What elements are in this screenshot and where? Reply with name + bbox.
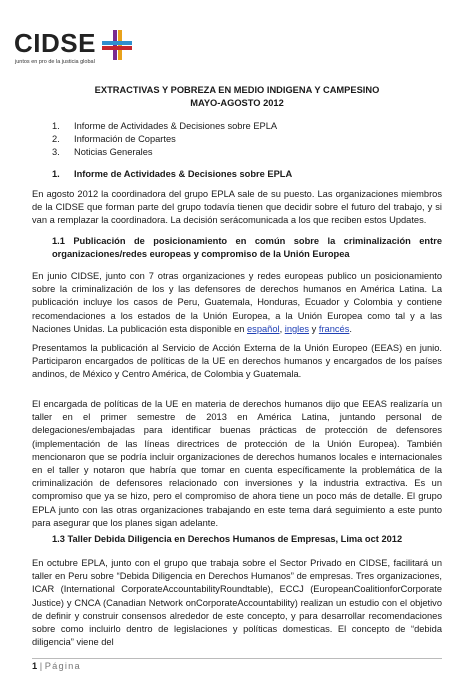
toc-number: 2.	[52, 134, 60, 144]
subsection-heading-1-1: 1.1 Publicación de posicionamiento en común sobre la criminalización entre organizaciones/redes europeas y compromiso de la Unión Europea	[52, 236, 442, 260]
page-number: 1	[32, 661, 38, 671]
toc-number: 1.	[52, 121, 60, 131]
link-conjunction: y	[309, 323, 319, 334]
subsection-heading-1-3: 1.3 Taller Debida Diligencia en Derechos Humanos de Empresas, Lima oct 2012	[52, 534, 403, 544]
logo-cross-mark	[102, 30, 132, 60]
document-subtitle: MAYO-AGOSTO 2012	[190, 98, 284, 108]
paragraph-due-diligence: En octubre EPLA, junto con el grupo que trabaja sobre el Sector Privado en CIDSE, facilitará un taller en Peru sobre “Debida Diligencia en Derechos Humanos” de empresas. Tres organizaciones, ICAR (International CorporateAccountabilityRoundtable), ECCJ (EuropeanCoalitionforCorporate Justice) y CNCA (Canadian Network onCorporateAccountability) realizan un estudio con el objetivo de definir y construir consensos alrededor de este concepto, y para desarrollar recomendaciones sobre como incluirlo dentro de legislaciones y políticas domesticas. El concepto de “debida diligencia” viene del	[32, 558, 442, 648]
link-english[interactable]: ingles	[284, 323, 310, 334]
toc-label: Información de Copartes	[74, 134, 176, 144]
paragraph-eeas-workshop: El encargada de políticas de la UE en materia de derechos humanos dijo que EEAS realizaría un taller en el primer semestre de 2013 en América Latina, juntando personal de delegaciones/embajadas para identificar buenas prácticas de protección de defensores (implementación de las líneas directrices de protección de la Unión Europea). También mencionaron que se podría incluir organizaciones de derechos humanos locales e internacionales en el taller y notaron que habría que tomar en cuenta específicamente la problemática de la criminalización de defensores relacionado con inversiones y la industria extractiva. Es un compromiso que ya se hizo, pero el compromiso de ahora tiene un poco más de detalle. El grupo EPLA junto con las otras organizaciones trabajando en este tema dará seguimiento a este punto para asegurar que los planes sigan adelante.	[32, 399, 442, 528]
section-number: 1.	[52, 169, 60, 179]
page-footer	[32, 658, 442, 671]
toc-label: Informe de Actividades & Decisiones sobre EPLA	[74, 121, 278, 131]
toc-number: 3.	[52, 147, 60, 157]
footer-separator: |	[37, 661, 45, 671]
link-separator: ,	[279, 323, 285, 334]
paragraph-presentation: Presentamos la publicación al Servicio de Acción Externa de la Unión Europeo (EEAS) en junio. Participaron encargados de políticas de la UE en derechos humanos y encargados de los países andinos, de México y Centro América, de Colombia y Guatemala.	[32, 343, 442, 380]
link-french[interactable]: francés	[318, 323, 350, 334]
sentence-end: .	[349, 323, 352, 334]
paragraph-publication	[32, 270, 442, 336]
publication-text: En junio CIDSE, junto con 7 otras organizaciones y redes europeas publico un posicionamiento sobre la criminalización de los y las defensores de derechos humanos en América Latina. La publicación incluye los casos de Peru, Guatemala, Honduras, Ecuador y Colombia y contiene recomendaciones a los estados de la Unión Europea, a la Unión Europea como tal y a las Naciones Unidas. La publicación esta disponible en	[32, 271, 442, 334]
section-label: Informe de Actividades & Decisiones sobre EPLA	[74, 169, 293, 179]
paragraph-coordinator: En agosto 2012 la coordinadora del grupo EPLA sale de su puesto. Las organizaciones miembros de la CIDSE que forman parte del grupo todavía tienen que decidir sobre el futuro del trabajo, y si van a remplazar la coordinadora. La decisión serácomunicada a los que reciben estos Updates.	[32, 189, 442, 226]
link-spanish[interactable]: español	[247, 323, 280, 334]
document-title: EXTRACTIVAS Y POBREZA EN MEDIO INDIGENA Y CAMPESINO	[94, 85, 380, 95]
toc-label: Noticias Generales	[74, 147, 153, 157]
cidse-logo	[14, 30, 194, 80]
logo-tagline: juntos en pro de la justicia global	[15, 59, 95, 65]
logo-wordmark: CIDSE	[14, 28, 96, 58]
footer-page-word: Página	[44, 661, 81, 671]
